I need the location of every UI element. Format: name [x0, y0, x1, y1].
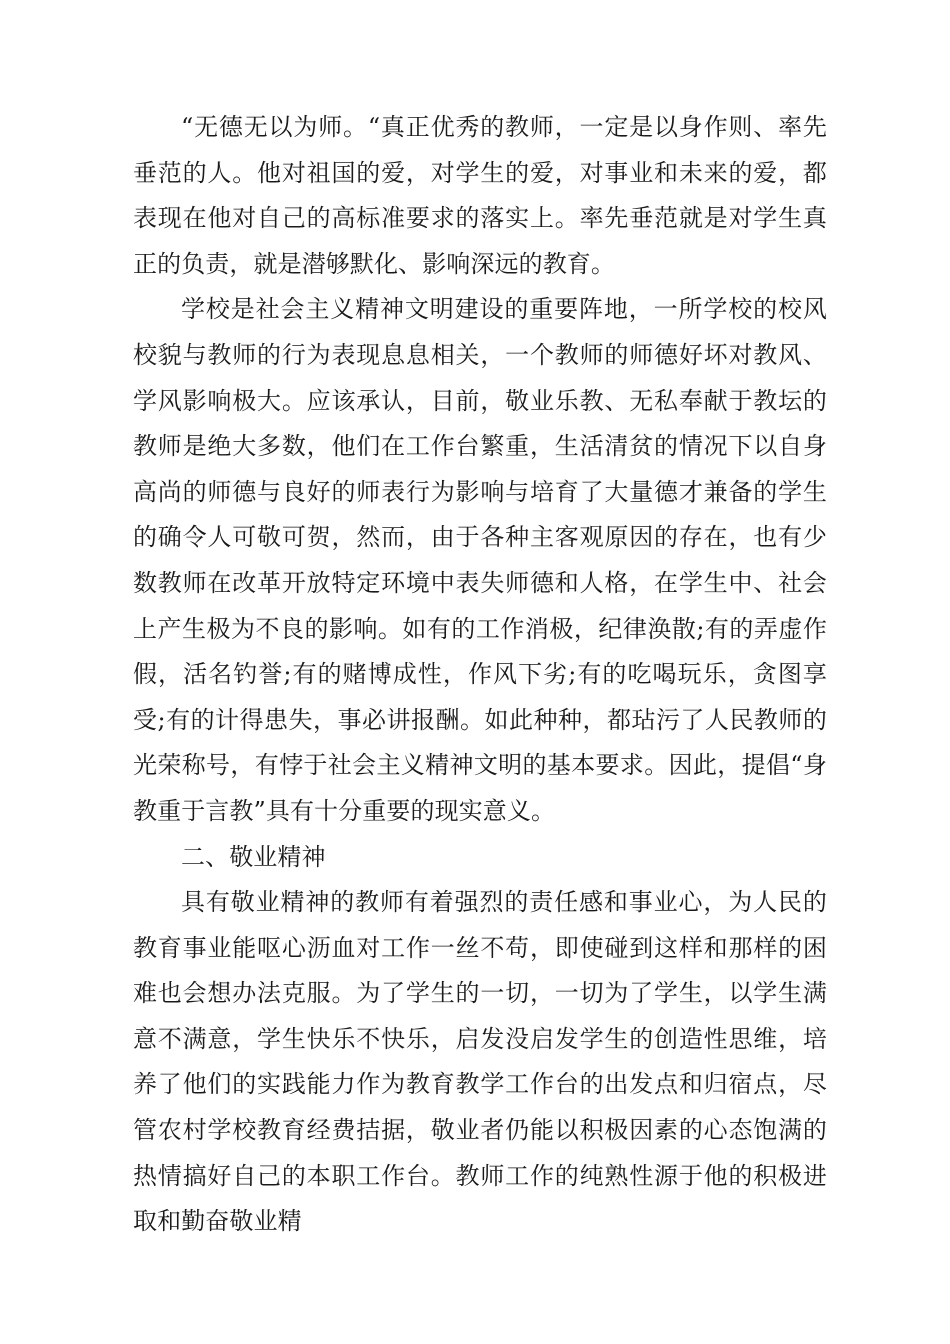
section-heading-dedication: 二、敬业精神 [181, 842, 326, 871]
paragraph-dedication: 具有敬业精神的教师有着强烈的责任感和事业心，为人民的教育事业能呕心沥血对工作一丝不苟，即使碰到这样和那样的困难也会想办法克服。为了学生的一切，一切为了学生，以学生满意不满意，学生快乐不快乐，启发没启发学生的创造性思维，培养了他们的实践能力作为教育教学工作台的出发点和归宿点，尽管农村学校教育经费拮据，敬业者仍能以积极因素的心态饱满的热情搞好自己的本职工作台。教师工作的纯熟性源于他的积极进取和勤奋敬业精 [133, 888, 827, 1236]
document-page [133, 105, 827, 1245]
paragraph-school-ethics: 学校是社会主义精神文明建设的重要阵地，一所学校的校风校貌与教师的行为表现息息相关，一个教师的师德好坏对教风、学风影响极大。应该承认，目前，敬业乐教、无私奉献于教坛的教师是绝大多数，他们在工作台繁重，生活清贫的情况下以自身高尚的师德与良好的师表行为影响与培育了大量德才兼备的学生的确令人可敬可贺，然而，由于各种主客观原因的存在，也有少数教师在改革开放特定环境中表失师德和人格，在学生中、社会上产生极为不良的影响。如有的工作消极，纪律涣散;有的弄虚作假，活名钓誉;有的赌博成性，作风下劣;有的吃喝玩乐，贪图享受;有的计得患失，事必讲报酬。如此种种，都玷污了人民教师的光荣称号，有悖于社会主义精神文明的基本要求。因此，提倡“身教重于言教”具有十分重要的现实意义。 [133, 295, 827, 825]
paragraph-role-model: “无德无以为师。“真正优秀的教师，一定是以身作则、率先垂范的人。他对祖国的爱，对学生的爱，对事业和未来的爱，都表现在他对自己的高标准要求的落实上。率先垂范就是对学生真正的负责，就是潜够默化、影响深远的教育。 [133, 113, 827, 278]
